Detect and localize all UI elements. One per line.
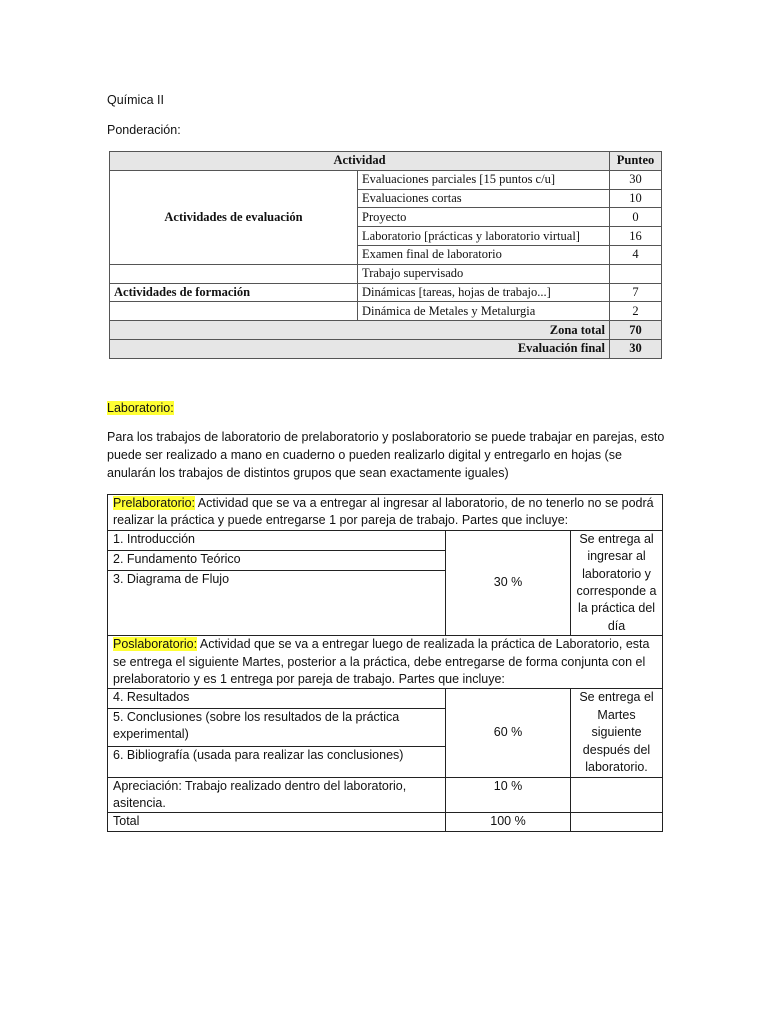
prelab-note: Se entrega al ingresar al laboratorio y corresponde a la práctica del día (571, 530, 663, 635)
row-points: 7 (610, 283, 662, 302)
lab-heading (107, 401, 174, 415)
prelab-title: Prelaboratorio: (113, 496, 195, 510)
ponderacion-label: Ponderación: (107, 123, 181, 137)
group-evaluacion: Actividades de evaluación (110, 170, 358, 264)
postlab-item: 6. Bibliografía (usada para realizar las conclusiones) (108, 746, 446, 777)
course-title: Química II (107, 93, 164, 107)
row-item: Trabajo supervisado (358, 264, 610, 283)
row-points: 10 (610, 189, 662, 208)
prelab-desc: Actividad que se va a entregar al ingresar al laboratorio, de no tenerlo no se podrá realizar la práctica y puede entregarse 1 por pareja de trabajo. Partes que incluye: (113, 496, 654, 528)
evaluacion-final-value: 30 (610, 339, 662, 358)
postlab-title: Poslaboratorio: (113, 637, 198, 652)
prelab-item: 1. Introducción (108, 530, 446, 550)
postlab-note: Se entrega el Martes siguiente después del laboratorio. (571, 689, 663, 777)
postlab-percent: 60 % (446, 689, 571, 777)
row-item: Proyecto (358, 208, 610, 227)
empty-cell (571, 813, 663, 831)
row-points: 2 (610, 302, 662, 321)
group-formacion: Actividades de formación (110, 283, 358, 302)
total-percent: 100 % (446, 813, 571, 831)
row-item: Dinámica de Metales y Metalurgia (358, 302, 610, 321)
prelab-percent: 30 % (446, 530, 571, 635)
row-points (610, 264, 662, 283)
prelab-description (108, 495, 663, 531)
empty-cell (571, 777, 663, 813)
row-item: Evaluaciones cortas (358, 189, 610, 208)
prelab-item: 3. Diagrama de Flujo (108, 571, 446, 636)
postlab-description (108, 636, 663, 689)
lab-intro: Para los trabajos de laboratorio de prelaboratorio y poslaboratorio se puede trabajar en parejas, esto puede ser realizado a mano en cuaderno o pueden realizarlo digital y entregarlo en hojas (se anularán los trabajos de distintos grupos que sean exactamente iguales) (107, 430, 665, 481)
prelab-item: 2. Fundamento Teórico (108, 551, 446, 571)
zona-total-label: Zona total (110, 321, 610, 340)
empty-cell (110, 264, 358, 283)
lab-table (107, 494, 663, 832)
postlab-item: 4. Resultados (108, 689, 446, 708)
postlab-item: 5. Conclusiones (sobre los resultados de la práctica experimental) (108, 708, 446, 746)
row-points: 0 (610, 208, 662, 227)
row-item: Dinámicas [tareas, hojas de trabajo...] (358, 283, 610, 302)
apreciacion-percent: 10 % (446, 777, 571, 813)
row-item: Evaluaciones parciales [15 puntos c/u] (358, 170, 610, 189)
row-points: 16 (610, 227, 662, 246)
total-label: Total (108, 813, 446, 831)
row-item: Examen final de laboratorio (358, 245, 610, 264)
lab-heading-text: Laboratorio: (107, 401, 174, 415)
col-activity-header: Actividad (110, 152, 610, 171)
apreciacion-label: Apreciación: Trabajo realizado dentro del laboratorio, asitencia. (108, 777, 446, 813)
evaluacion-final-label: Evaluación final (110, 339, 610, 358)
col-points-header: Punteo (610, 152, 662, 171)
empty-cell (110, 302, 358, 321)
row-item: Laboratorio [prácticas y laboratorio virtual] (358, 227, 610, 246)
ponderation-table (109, 151, 662, 359)
row-points: 4 (610, 245, 662, 264)
zona-total-value: 70 (610, 321, 662, 340)
row-points: 30 (610, 170, 662, 189)
postlab-desc: Actividad que se va a entregar luego de realizada la práctica de Laboratorio, esta se entrega el siguiente Martes, posterior a la práctica, debe entregarse de forma conjunta con el prelaboratorio y es 1 entrega por pareja de trabajo. Partes que incluye: (113, 637, 650, 687)
